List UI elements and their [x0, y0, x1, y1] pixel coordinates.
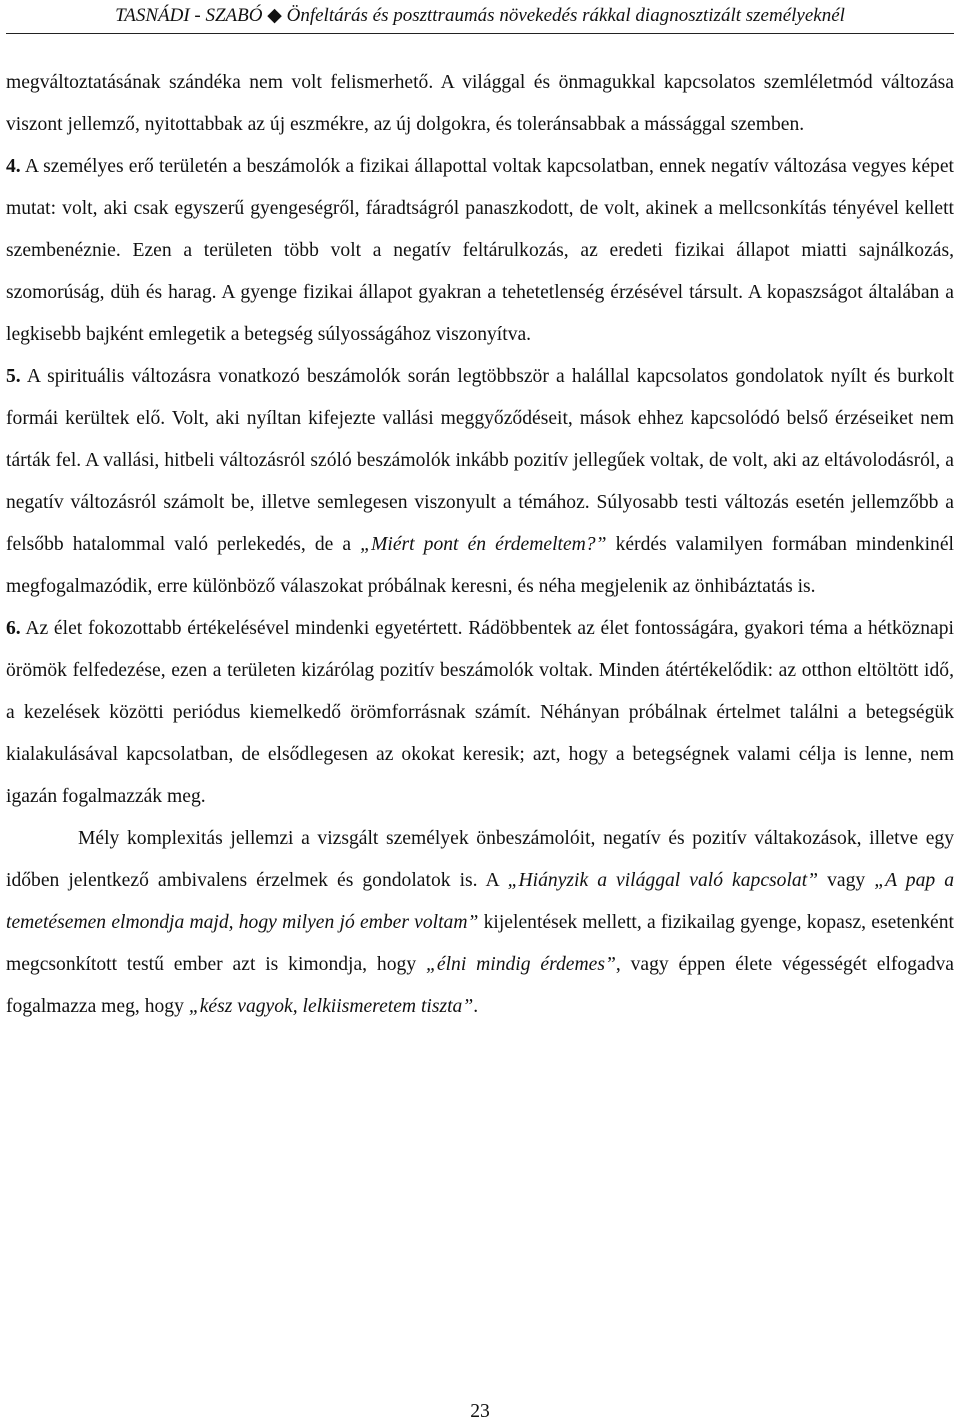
- quote: „Miért pont én érdemeltem?”: [360, 534, 607, 555]
- paragraph-text: Mély komplexitás jellemzi a vizsgált személyek önbeszámolóit, negatív és pozitív váltakozások, illetve egy időben jelentkező ambivalens érzelmek és gondolatok is. A: [6, 828, 954, 891]
- header-author: TASNÁDI - SZABÓ: [115, 5, 263, 26]
- paragraph-text: A személyes erő területén a beszámolók a fizikai állapottal voltak kapcsolatban, ennek negatív változása vegyes képet mutat: volt, aki csak egyszerű gyengeségről, fáradtságról panaszkodott, de volt, akinek a mellcsonkítás tényével kellett szembenéznie. Ezen a területen több volt a negatív feltárulkozás, az eredeti fizikai állapot miatti sajnálkozás, szomorúság, düh és harag. A gyenge fizikai állapot gyakran a tehetetlenség érzésével társult. A kopaszságot általában a legkisebb bajként emlegetik a betegség súlyosságához viszonyítva.: [6, 156, 954, 345]
- header-rule: [6, 33, 954, 34]
- quote: „A pap a temetésemen elmondja majd, hogy milyen jó ember voltam”: [6, 870, 954, 933]
- paragraph-text: Az élet fokozottabb értékelésével mindenki egyetértett. Rádöbbentek az élet fontosságára, gyakori téma a hétköznapi örömök felfedezése, ezen a területen kizárólag pozitív beszámolók voltak. Minden átértékelődik: az otthon eltöltött idő, a kezelések közötti periódus kiemelkedő örömforrásnak számít. Néhányan próbálnak értelmet találni a betegségük kialakulásával kapcsolatban, de elsődlegesen az okokat keresik; azt, hogy a betegségnek valami célja is lenne, nem igazán fogalmazzák meg.: [6, 618, 954, 807]
- paragraph-text: vagy: [818, 870, 875, 891]
- header-bullet: ◆: [267, 5, 282, 26]
- quote: „kész vagyok, lelkiismeretem tiszta”: [188, 996, 474, 1017]
- quote: „Hiányzik a világgal való kapcsolat”: [507, 870, 819, 891]
- paragraph-text: A spirituális változásra vonatkozó beszámolók során legtöbbször a halállal kapcsolatos gondolatok nyílt és burkolt formái kerültek elő. Volt, aki nyíltan kifejezte vallási meggyőződéseit, mások ehhez kapcsolódó belső érzéseiket nem tárták fel. A vallási, hitbeli változásról szóló beszámolók inkább pozitív jellegűek voltak, de volt, aki az eltávolodásról, a negatív változásról számolt be, illetve semlegesen viszonyult a témához. Súlyosabb testi változás esetén jellemzőbb a felsőbb hatalommal való perlekedés, de a: [6, 366, 954, 555]
- item-number: 5.: [6, 366, 21, 387]
- item-number: 4.: [6, 156, 21, 177]
- item-number: 6.: [6, 618, 21, 639]
- paragraph-item-4: [6, 146, 954, 356]
- paragraph-item-6: [6, 608, 954, 818]
- body-text: [6, 62, 954, 1028]
- paragraph-continuation: [6, 62, 954, 146]
- page-number: 23: [470, 1401, 490, 1422]
- paragraph-text: kérdés valamilyen formában mindenkinél megfogalmazódik, erre különböző válaszokat próbálnak keresni, és néha megjelenik az önhibáztatás is.: [6, 534, 954, 597]
- paragraph-summary: [6, 818, 954, 1028]
- paragraph-text: kijelentések mellett, a fizikailag gyenge, kopasz, esetenként megcsonkított testű ember azt is kimondja, hogy: [6, 912, 954, 975]
- running-header: [8, 4, 952, 28]
- paragraph-text: .: [473, 996, 479, 1017]
- quote: „élni mindig érdemes”: [425, 954, 616, 975]
- paragraph-item-5: [6, 356, 954, 608]
- header-title: Önfeltárás és poszttraumás növekedés rákkal diagnosztizált személyeknél: [286, 5, 845, 26]
- paragraph-text: megváltoztatásának szándéka nem volt felismerhető. A világgal és önmagukkal kapcsolatos szemléletmód változása viszont jellemző, nyitottabbak az új eszmékre, az új dolgokra, és toleránsabbak a mássággal szemben.: [6, 72, 954, 135]
- paragraph-text: , vagy éppen élete végességét elfogadva fogalmazza meg, hogy: [6, 954, 954, 1017]
